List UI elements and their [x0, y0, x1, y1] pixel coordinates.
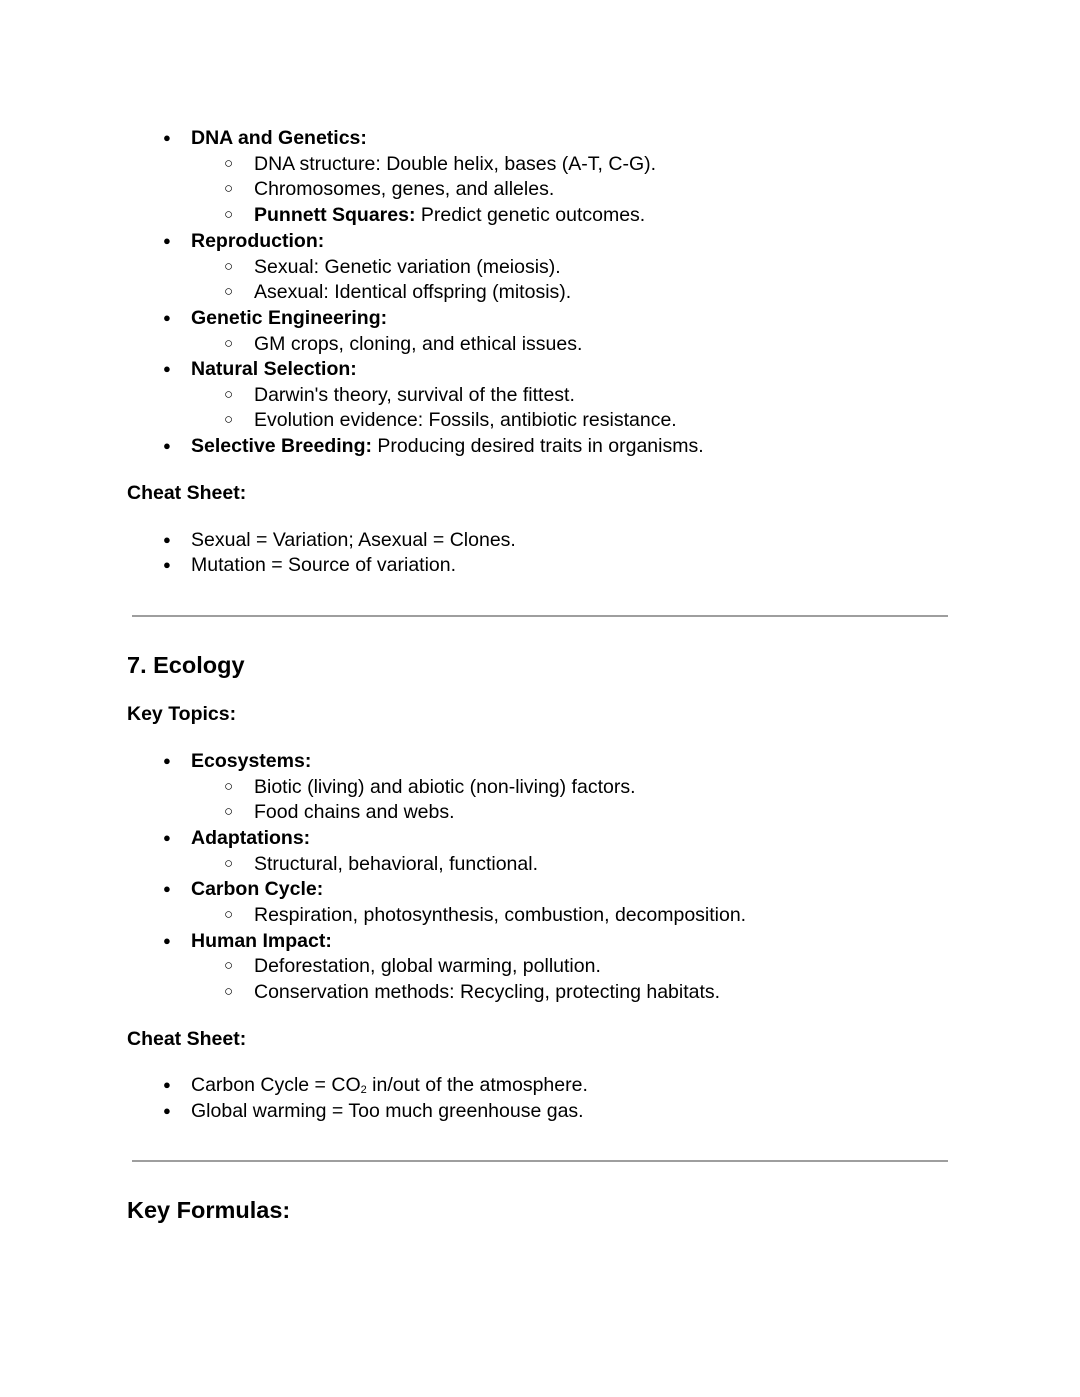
- list-item: ○ GM crops, cloning, and ethical issues.: [254, 331, 582, 357]
- list-item: ○ Darwin's theory, survival of the fittest.: [254, 382, 575, 408]
- cheat-sheet-heading: Cheat Sheet:: [127, 1028, 247, 1050]
- list-item: [191, 125, 367, 151]
- list-item: [191, 876, 323, 902]
- cheat-item: ● Mutation = Source of variation.: [191, 552, 456, 578]
- item-heading: DNA and Genetics:: [191, 127, 367, 149]
- list-item: [254, 202, 645, 228]
- list-item: ○ Chromosomes, genes, and alleles.: [254, 176, 554, 202]
- item-heading: Selective Breeding:: [191, 435, 372, 457]
- list-item: ○ Sexual: Genetic variation (meiosis).: [254, 254, 561, 280]
- section-title: 7. Ecology: [127, 652, 245, 678]
- section-title: Key Formulas:: [127, 1197, 291, 1223]
- item-heading: Natural Selection:: [191, 358, 357, 380]
- list-item: ○ Conservation methods: Recycling, protecting habitats.: [254, 979, 720, 1005]
- list-item: ○ Food chains and webs.: [254, 799, 455, 825]
- list-item: ○ Asexual: Identical offspring (mitosis).: [254, 279, 571, 305]
- item-heading: Reproduction:: [191, 230, 325, 252]
- item-heading: Adaptations:: [191, 827, 311, 849]
- list-item: [191, 228, 324, 254]
- list-item: ○ Structural, behavioral, functional.: [254, 851, 538, 877]
- item-heading: Punnett Squares:: [254, 204, 416, 226]
- list-item: [191, 928, 332, 954]
- cheat-sheet-heading: Cheat Sheet:: [127, 482, 247, 504]
- cheat-item: ● Global warming = Too much greenhouse gas.: [191, 1098, 584, 1124]
- item-heading: Carbon Cycle:: [191, 878, 324, 900]
- cheat-item: [191, 1072, 588, 1098]
- divider: [132, 1160, 948, 1162]
- item-heading: Ecosystems:: [191, 750, 312, 772]
- list-item: ○ Biotic (living) and abiotic (non-living) factors.: [254, 774, 636, 800]
- item-text: Producing desired traits in organisms.: [371, 435, 704, 457]
- cheat-text: in/out of the atmosphere.: [366, 1074, 588, 1096]
- item-text: Predict genetic outcomes.: [415, 204, 646, 226]
- list-item: [191, 825, 310, 851]
- list-item: ○ DNA structure: Double helix, bases (A-T, C-G).: [254, 151, 656, 177]
- item-heading: Genetic Engineering:: [191, 307, 388, 329]
- subscript: 2: [360, 1084, 367, 1096]
- item-heading: Human Impact:: [191, 930, 332, 952]
- list-item: [191, 748, 311, 774]
- key-topics-heading: Key Topics:: [127, 703, 237, 725]
- list-item: ○ Deforestation, global warming, pollution.: [254, 953, 601, 979]
- list-item: ○ Respiration, photosynthesis, combustion, decomposition.: [254, 902, 746, 928]
- list-item: [191, 356, 357, 382]
- cheat-item: ● Sexual = Variation; Asexual = Clones.: [191, 527, 516, 553]
- list-item: ○ Evolution evidence: Fossils, antibiotic resistance.: [254, 407, 677, 433]
- divider: [132, 615, 948, 617]
- list-item: [191, 305, 387, 331]
- list-item: [191, 433, 704, 459]
- cheat-text: Carbon Cycle = CO: [191, 1074, 361, 1096]
